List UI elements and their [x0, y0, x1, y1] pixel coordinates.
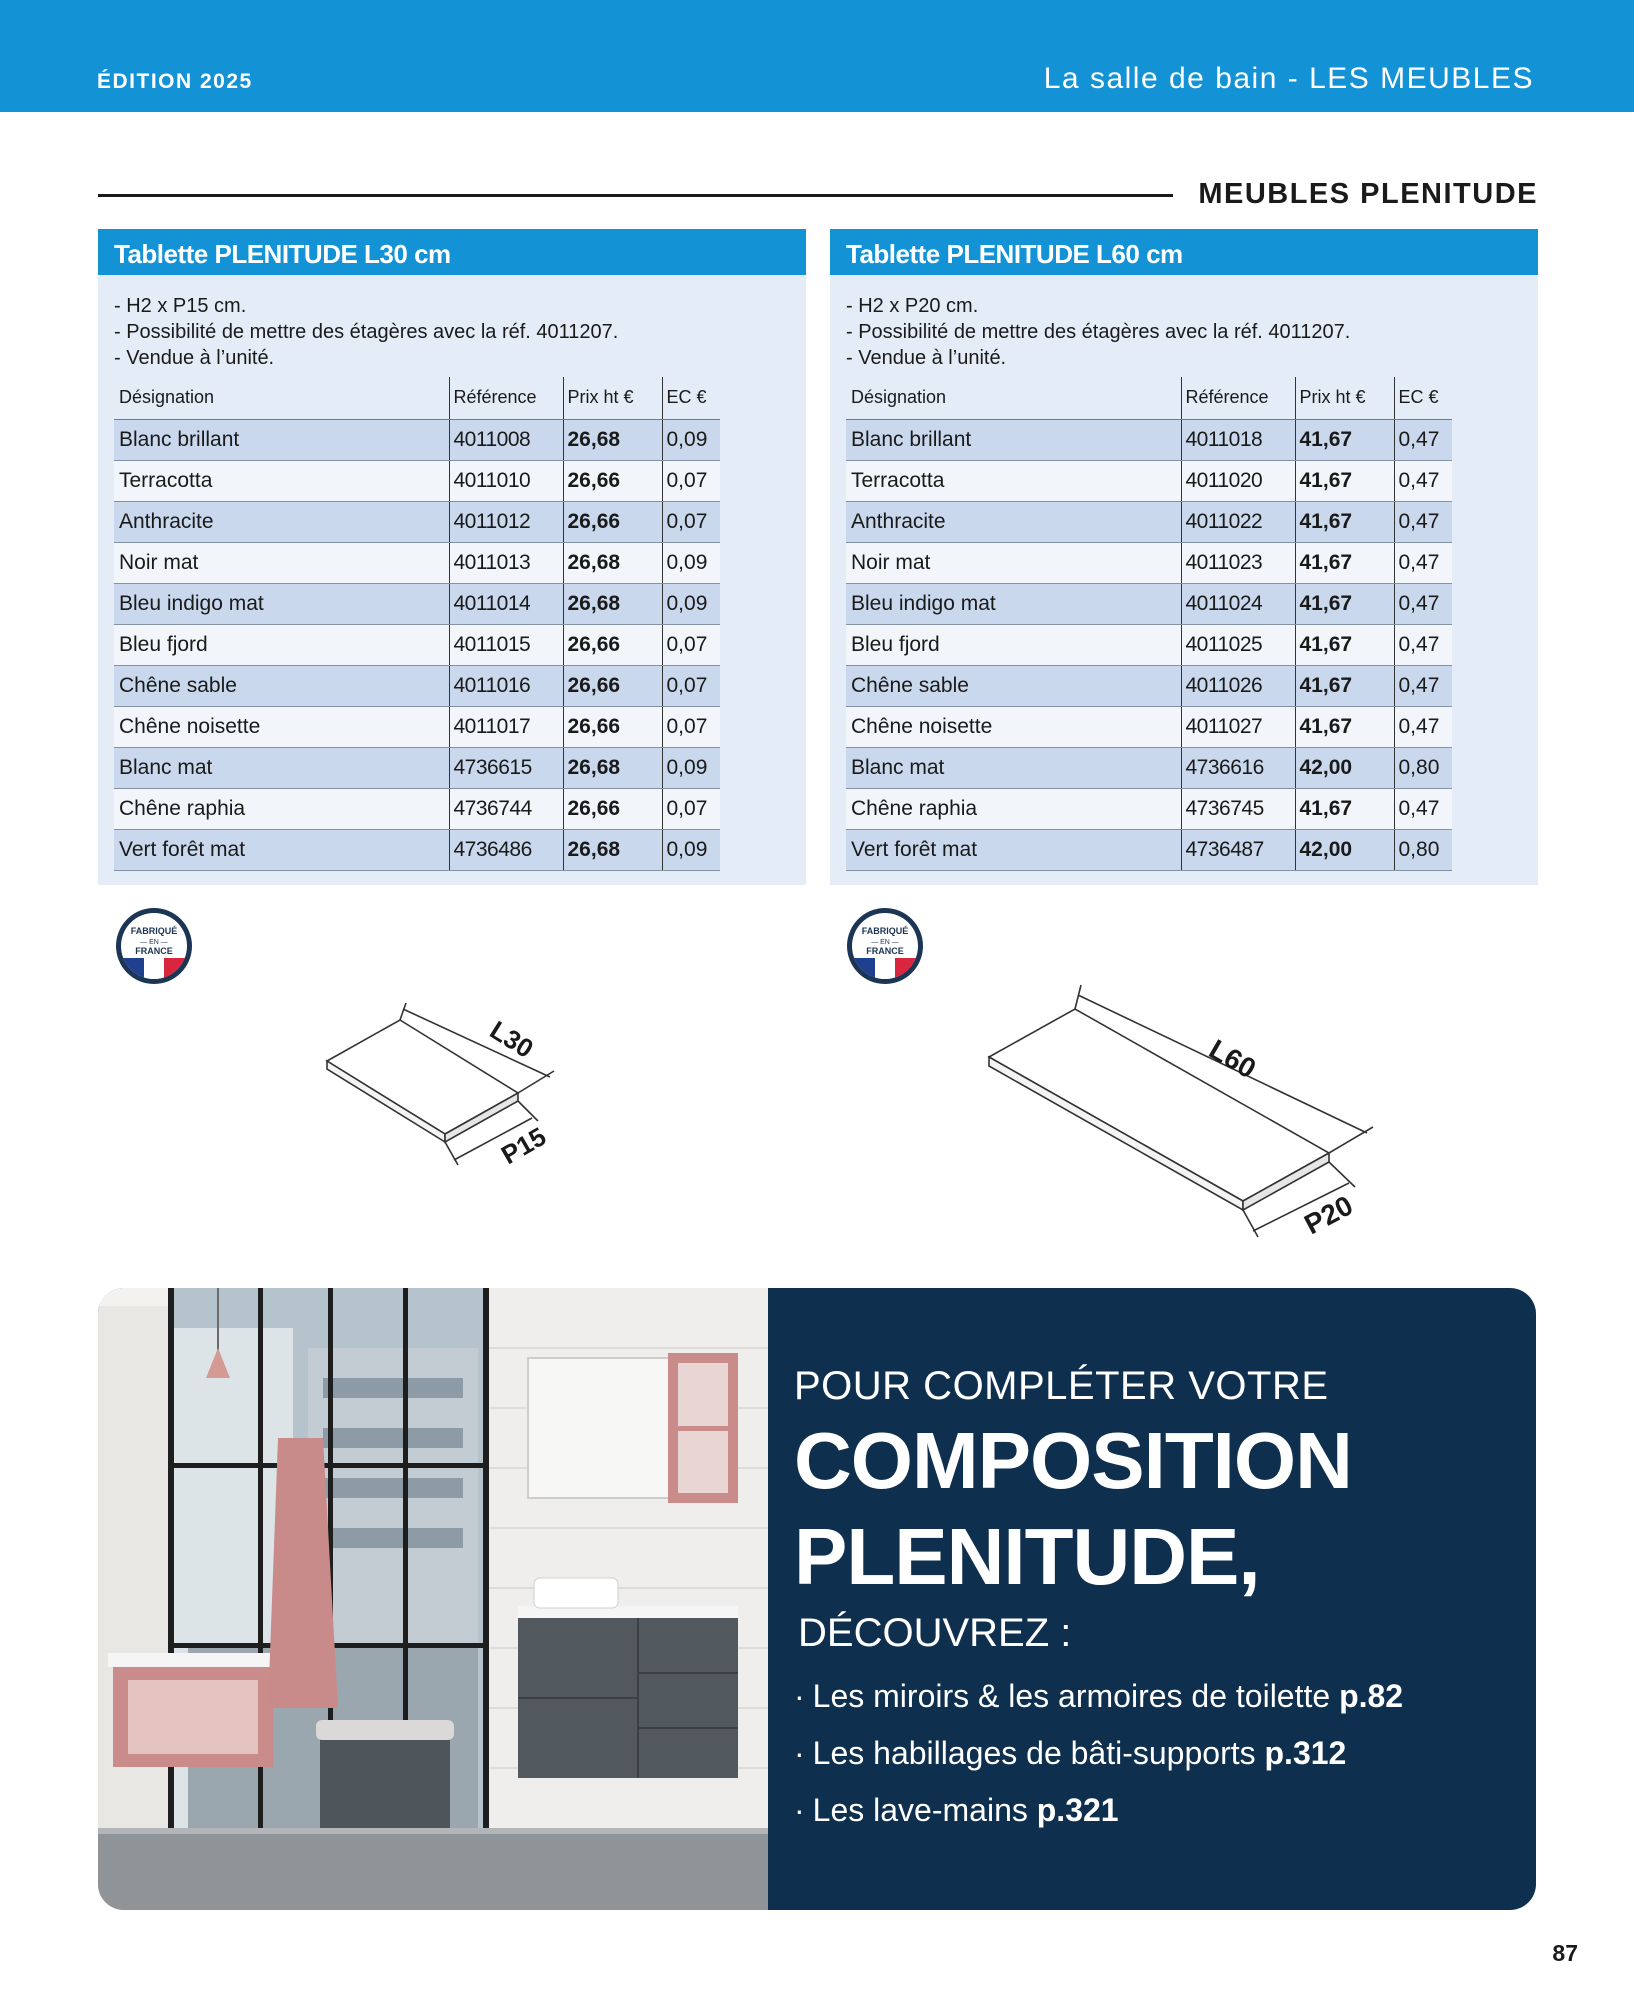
cell-designation: Blanc brillant — [846, 419, 1181, 460]
cell-designation: Chêne raphia — [114, 788, 449, 829]
shelf-diagram-l60 — [975, 975, 1395, 1255]
cell-price: 26,68 — [563, 829, 662, 870]
cell-designation: Chêne raphia — [846, 788, 1181, 829]
cell-price: 41,67 — [1295, 706, 1394, 747]
cell-price: 42,00 — [1295, 747, 1394, 788]
cell-reference: 4011010 — [449, 460, 563, 501]
spec-item: - Possibilité de mettre des étagères avec la réf. 4011207. — [114, 321, 619, 343]
promo-links — [794, 1678, 1403, 1829]
range-title: MEUBLES PLENITUDE — [1198, 178, 1538, 210]
cell-reference: 4736486 — [449, 829, 563, 870]
cell-reference: 4011024 — [1181, 583, 1295, 624]
table-row — [846, 829, 1452, 870]
col-price: Prix ht € — [1295, 377, 1394, 419]
product-title: Tablette PLENITUDE L30 cm — [98, 229, 806, 275]
spec-item: - Possibilité de mettre des étagères avec la réf. 4011207. — [846, 321, 1351, 343]
cell-designation: Chêne sable — [846, 665, 1181, 706]
col-ec: EC € — [1394, 377, 1452, 419]
cell-ec: 0,09 — [662, 747, 720, 788]
table-row — [846, 542, 1452, 583]
cell-price: 26,66 — [563, 460, 662, 501]
table-row — [114, 706, 720, 747]
table-row — [114, 501, 720, 542]
table-row — [114, 665, 720, 706]
cell-price: 26,66 — [563, 501, 662, 542]
badge-line2: — EN — — [140, 939, 168, 946]
length-label: L60 — [1204, 1033, 1262, 1085]
promo-banner — [98, 1288, 1536, 1910]
spec-item: - Vendue à l’unité. — [846, 347, 1007, 369]
spec-item: - Vendue à l’unité. — [114, 347, 275, 369]
cell-designation: Blanc brillant — [114, 419, 449, 460]
shelf-diagram-l30 — [310, 985, 590, 1185]
promo-headline-1: COMPOSITION — [794, 1416, 1352, 1505]
edition-label: ÉDITION 2025 — [97, 70, 253, 93]
cell-designation: Vert forêt mat — [114, 829, 449, 870]
cell-reference: 4011013 — [449, 542, 563, 583]
price-table — [114, 377, 720, 871]
cell-reference: 4011023 — [1181, 542, 1295, 583]
cell-designation: Anthracite — [846, 501, 1181, 542]
cell-price: 41,67 — [1295, 788, 1394, 829]
cell-reference: 4736745 — [1181, 788, 1295, 829]
made-in-france-badge-icon — [845, 906, 925, 986]
cell-ec: 0,47 — [1394, 419, 1452, 460]
cell-reference: 4736744 — [449, 788, 563, 829]
cell-ec: 0,47 — [1394, 501, 1452, 542]
cell-reference: 4736615 — [449, 747, 563, 788]
table-row — [114, 460, 720, 501]
badge-line2: — EN — — [871, 939, 899, 946]
table-row — [114, 419, 720, 460]
table-row — [846, 706, 1452, 747]
cell-ec: 0,07 — [662, 788, 720, 829]
promo-link-habillages[interactable]: · Les habillages de bâti-supports p.312 — [794, 1735, 1347, 1771]
promo-link-text: Les habillages de bâti-supports — [812, 1735, 1256, 1771]
cell-price: 26,68 — [563, 747, 662, 788]
cell-designation: Bleu fjord — [846, 624, 1181, 665]
promo-link-mirrors[interactable]: · Les miroirs & les armoires de toilette p.82 — [794, 1678, 1404, 1714]
cell-designation: Terracotta — [846, 460, 1181, 501]
depth-label: P15 — [496, 1121, 552, 1171]
cell-designation: Chêne noisette — [114, 706, 449, 747]
promo-text — [794, 1364, 1403, 1849]
table-row — [846, 460, 1452, 501]
product-specs — [98, 275, 806, 371]
cell-ec: 0,47 — [1394, 460, 1452, 501]
col-ec: EC € — [662, 377, 720, 419]
table-row — [114, 829, 720, 870]
table-row — [114, 542, 720, 583]
cell-ec: 0,07 — [662, 624, 720, 665]
table-row — [846, 788, 1452, 829]
cell-reference: 4011020 — [1181, 460, 1295, 501]
cell-price: 26,68 — [563, 542, 662, 583]
badge-line1: FABRIQUÉ — [130, 926, 178, 936]
cell-ec: 0,07 — [662, 501, 720, 542]
cell-reference: 4011016 — [449, 665, 563, 706]
promo-link-page: p.321 — [1036, 1792, 1119, 1828]
cell-price: 26,66 — [563, 624, 662, 665]
product-panel-l60 — [830, 229, 1538, 885]
cell-reference: 4011017 — [449, 706, 563, 747]
cell-price: 41,67 — [1295, 624, 1394, 665]
cell-designation: Vert forêt mat — [846, 829, 1181, 870]
cell-reference: 4011026 — [1181, 665, 1295, 706]
cell-ec: 0,07 — [662, 665, 720, 706]
product-specs — [830, 275, 1538, 371]
badge-line1: FABRIQUÉ — [861, 926, 909, 936]
promo-link-text: Les miroirs & les armoires de toilette — [812, 1678, 1331, 1714]
cell-price: 42,00 — [1295, 829, 1394, 870]
product-panel-l30 — [98, 229, 806, 885]
cell-ec: 0,09 — [662, 542, 720, 583]
table-row — [846, 624, 1452, 665]
cell-price: 41,67 — [1295, 419, 1394, 460]
cell-ec: 0,09 — [662, 419, 720, 460]
cell-ec: 0,80 — [1394, 829, 1452, 870]
cell-ec: 0,47 — [1394, 583, 1452, 624]
table-row — [114, 624, 720, 665]
page-number: 87 — [1552, 1940, 1578, 1966]
cell-price: 41,67 — [1295, 460, 1394, 501]
badge-line3: FRANCE — [135, 946, 173, 956]
spec-item: - H2 x P20 cm. — [846, 295, 979, 317]
col-designation: Désignation — [114, 377, 449, 419]
cell-ec: 0,09 — [662, 583, 720, 624]
table-row — [846, 583, 1452, 624]
col-designation: Désignation — [846, 377, 1181, 419]
cell-ec: 0,47 — [1394, 665, 1452, 706]
cell-ec: 0,47 — [1394, 624, 1452, 665]
cell-reference: 4011025 — [1181, 624, 1295, 665]
made-in-france-badge-icon — [114, 906, 194, 986]
promo-link-page: p.82 — [1339, 1678, 1404, 1714]
promo-discover: DÉCOUVREZ : — [798, 1611, 1072, 1655]
cell-designation: Anthracite — [114, 501, 449, 542]
col-price: Prix ht € — [563, 377, 662, 419]
cell-designation: Terracotta — [114, 460, 449, 501]
table-row — [846, 419, 1452, 460]
cell-reference: 4011015 — [449, 624, 563, 665]
cell-designation: Noir mat — [114, 542, 449, 583]
product-title: Tablette PLENITUDE L60 cm — [830, 229, 1538, 275]
cell-ec: 0,47 — [1394, 542, 1452, 583]
table-row — [114, 747, 720, 788]
cell-price: 41,67 — [1295, 501, 1394, 542]
table-row — [846, 665, 1452, 706]
promo-link-page: p.312 — [1264, 1735, 1347, 1771]
cell-price: 26,66 — [563, 665, 662, 706]
cell-price: 41,67 — [1295, 665, 1394, 706]
cell-reference: 4011022 — [1181, 501, 1295, 542]
promo-link-text: Les lave-mains — [812, 1792, 1028, 1828]
cell-designation: Chêne sable — [114, 665, 449, 706]
cell-reference: 4011008 — [449, 419, 563, 460]
cell-designation: Chêne noisette — [846, 706, 1181, 747]
promo-link-lave-mains[interactable]: · Les lave-mains p.321 — [794, 1792, 1119, 1828]
depth-label: P20 — [1299, 1189, 1358, 1241]
cell-reference: 4011027 — [1181, 706, 1295, 747]
cell-ec: 0,07 — [662, 706, 720, 747]
cell-ec: 0,80 — [1394, 747, 1452, 788]
section-title: La salle de bain - LES MEUBLES — [1043, 62, 1534, 95]
cell-ec: 0,47 — [1394, 706, 1452, 747]
cell-ec: 0,47 — [1394, 788, 1452, 829]
table-row — [114, 583, 720, 624]
table-row — [846, 501, 1452, 542]
cell-designation: Blanc mat — [114, 747, 449, 788]
cell-price: 26,68 — [563, 583, 662, 624]
cell-reference: 4736616 — [1181, 747, 1295, 788]
badge-line3: FRANCE — [866, 946, 904, 956]
cell-price: 41,67 — [1295, 583, 1394, 624]
bathroom-photo — [98, 1288, 768, 1910]
cell-price: 41,67 — [1295, 542, 1394, 583]
cell-reference: 4736487 — [1181, 829, 1295, 870]
col-reference: Référence — [449, 377, 563, 419]
cell-ec: 0,07 — [662, 460, 720, 501]
table-row — [114, 788, 720, 829]
cell-designation: Bleu indigo mat — [846, 583, 1181, 624]
table-row — [846, 747, 1452, 788]
title-rule — [98, 194, 1173, 197]
top-banner — [0, 0, 1634, 112]
cell-price: 26,68 — [563, 419, 662, 460]
cell-designation: Bleu indigo mat — [114, 583, 449, 624]
cell-designation: Bleu fjord — [114, 624, 449, 665]
cell-designation: Noir mat — [846, 542, 1181, 583]
spec-item: - H2 x P15 cm. — [114, 295, 247, 317]
length-label: L30 — [484, 1014, 539, 1064]
cell-reference: 4011018 — [1181, 419, 1295, 460]
cell-designation: Blanc mat — [846, 747, 1181, 788]
col-reference: Référence — [1181, 377, 1295, 419]
cell-price: 26,66 — [563, 788, 662, 829]
cell-reference: 4011014 — [449, 583, 563, 624]
price-table — [846, 377, 1452, 871]
cell-reference: 4011012 — [449, 501, 563, 542]
promo-intro: POUR COMPLÉTER VOTRE — [794, 1364, 1329, 1408]
cell-price: 26,66 — [563, 706, 662, 747]
promo-headline-2: PLENITUDE, — [794, 1512, 1260, 1601]
cell-ec: 0,09 — [662, 829, 720, 870]
